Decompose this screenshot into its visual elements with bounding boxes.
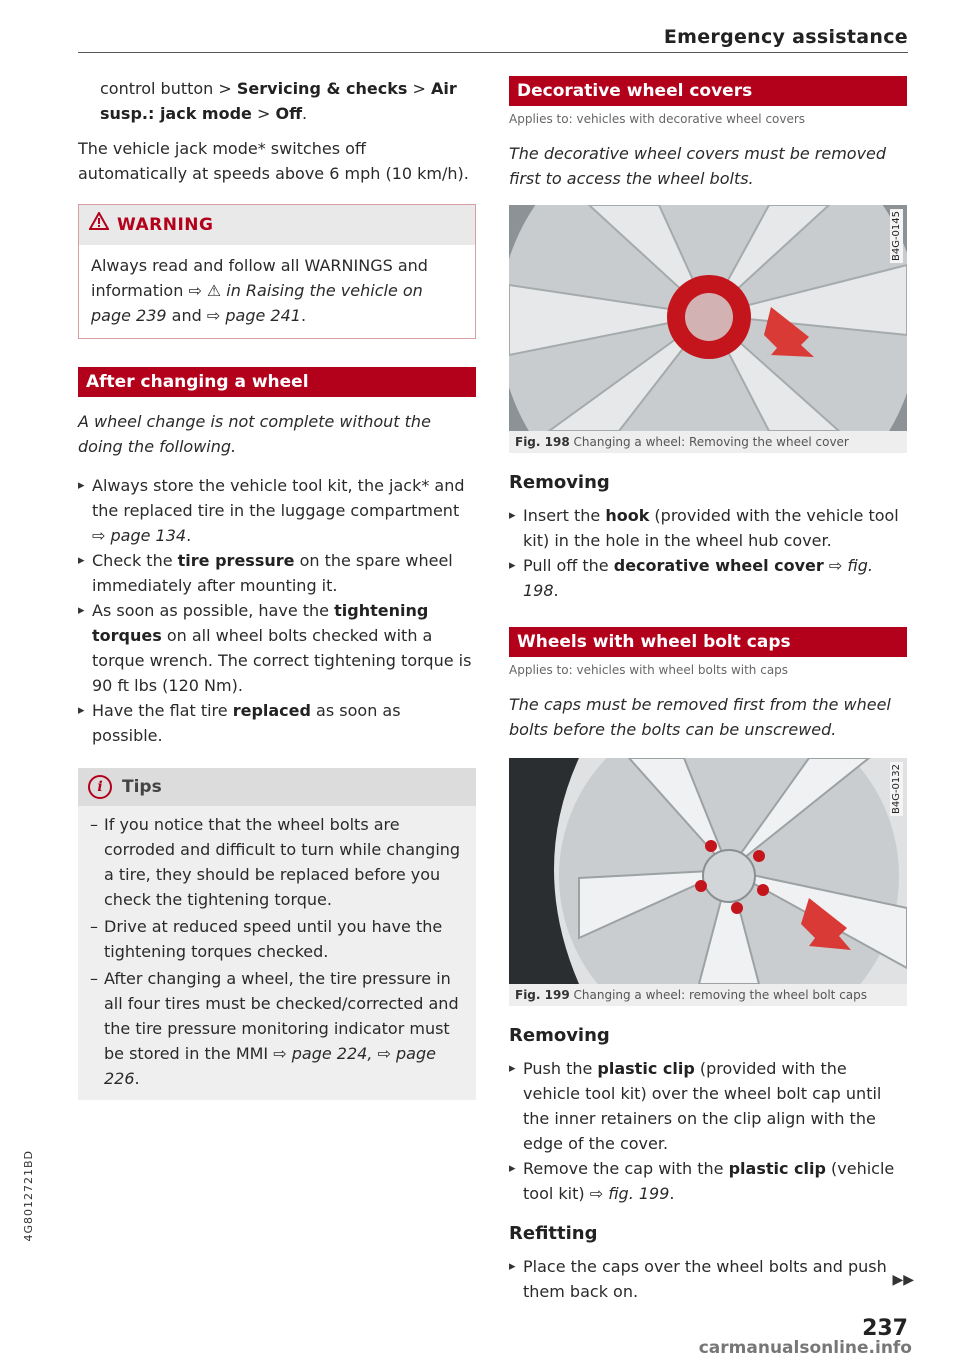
figure-ref-link[interactable]: ⇨ fig. 198 — [523, 556, 873, 600]
section-intro: A wheel change is not complete without the doing the following. — [78, 412, 431, 456]
tip-item: – If you notice that the wheel bolts are corroded and difficult to turn while changing a tire, they should be replaced before you check the tightening torque. — [76, 812, 464, 912]
left-column — [78, 76, 476, 1100]
tips-box — [78, 768, 476, 1100]
list-item: ▸ Pull off the decorative wheel cover ⇨ fig. 198. — [509, 553, 907, 603]
page-ref-link[interactable]: ⇨ page 224, ⇨ page 226 — [104, 1044, 436, 1088]
info-icon: i — [88, 775, 112, 799]
list-item: ▸ Always store the vehicle tool kit, the jack* and the replaced tire in the luggage compartment ⇨ page 134. — [78, 473, 476, 548]
section-intro: The caps must be removed first from the wheel bolts before the bolts can be unscrewed. — [509, 695, 891, 739]
header-rule — [78, 52, 908, 53]
figure-199 — [509, 758, 907, 1006]
figure-caption: Fig. 198 Changing a wheel: Removing the wheel cover — [509, 431, 907, 453]
list-item: ▸ Check the tire pressure on the spare wheel immediately after mounting it. — [78, 548, 476, 598]
tips-body — [78, 806, 476, 1100]
tip-item: – After changing a wheel, the tire pressure in all four tires must be checked/corrected and the tire pressure monitoring indicator must be stored in the MMI ⇨ page 224, ⇨ page 226. — [76, 966, 464, 1091]
page-header-title: Emergency assistance — [663, 26, 908, 48]
tip-item: – Drive at reduced speed until you have the tightening torques checked. — [76, 914, 464, 964]
warning-box — [78, 204, 476, 339]
subheading-removing: Removing — [509, 1025, 610, 1046]
warning-ref-link[interactable]: ⇨ ⚠ in Raising the vehicle on page 239 — [91, 281, 423, 325]
subheading-refitting: Refitting — [509, 1223, 598, 1244]
list-item: ▸ Insert the hook (provided with the vehicle tool kit) in the hole in the wheel hub cover. — [509, 503, 907, 553]
figure-code: B4G-0145 — [891, 211, 902, 262]
section-title-after-changing: After changing a wheel — [78, 367, 476, 397]
document-code: 4G8012721BD — [22, 1150, 35, 1242]
page-ref-link[interactable]: ⇨ page 134 — [92, 526, 187, 545]
applies-to-note: Applies to: vehicles with wheel bolts with caps — [509, 663, 789, 677]
wheel-bolt-caps-illustration — [509, 758, 907, 984]
list-item: ▸ Place the caps over the wheel bolts and push them back on. — [509, 1254, 907, 1304]
warning-title: WARNING — [117, 215, 214, 235]
list-item: ▸ Remove the cap with the plastic clip (vehicle tool kit) ⇨ fig. 199. — [509, 1156, 907, 1206]
continue-arrow-icon: ▶▶ — [892, 1272, 914, 1288]
list-item: ▸ Have the flat tire replaced as soon as possible. — [78, 698, 476, 748]
figure-caption: Fig. 199 Changing a wheel: removing the wheel bolt caps — [509, 984, 907, 1006]
applies-to-note: Applies to: vehicles with decorative wheel covers — [509, 112, 806, 126]
warning-triangle-icon — [89, 205, 109, 245]
warning-ref-link-2[interactable]: ⇨ page 241 — [206, 306, 301, 325]
jack-mode-path: control button > Servicing & checks > Air susp.: jack mode > Off. — [100, 79, 457, 123]
watermark: carmanualsonline.info — [698, 1338, 912, 1358]
subheading-removing: Removing — [509, 472, 610, 493]
list-item: ▸ Push the plastic clip (provided with the vehicle tool kit) over the wheel bolt cap until the inner retainers on the clip align with the edge of the cover. — [509, 1056, 907, 1156]
section-intro: The decorative wheel covers must be removed first to access the wheel bolts. — [509, 144, 887, 188]
jack-mode-note: The vehicle jack mode* switches off automatically at speeds above 6 mph (10 km/h). — [78, 139, 469, 183]
warning-header — [79, 205, 475, 245]
after-change-list — [78, 473, 476, 748]
warning-body: Always read and follow all WARNINGS and information ⇨ ⚠ in Raising the vehicle on page 239 and ⇨ page 241. — [91, 256, 428, 325]
figure-198 — [509, 205, 907, 453]
figure-ref-link[interactable]: ⇨ fig. 199 — [589, 1184, 670, 1203]
section-title-wheel-bolt-caps: Wheels with wheel bolt caps — [509, 627, 907, 657]
list-item: ▸ As soon as possible, have the tightening torques on all wheel bolts checked with a torque wrench. The correct tightening torque is 90 ft lbs (120 Nm). — [78, 598, 476, 698]
tips-title: Tips — [122, 777, 162, 797]
tips-header — [78, 768, 476, 806]
right-column — [509, 76, 907, 1304]
figure-code: B4G-0132 — [891, 764, 902, 815]
section-title-decorative-covers: Decorative wheel covers — [509, 76, 907, 106]
wheel-cover-illustration — [509, 205, 907, 431]
page-number: 237 — [862, 1316, 908, 1341]
